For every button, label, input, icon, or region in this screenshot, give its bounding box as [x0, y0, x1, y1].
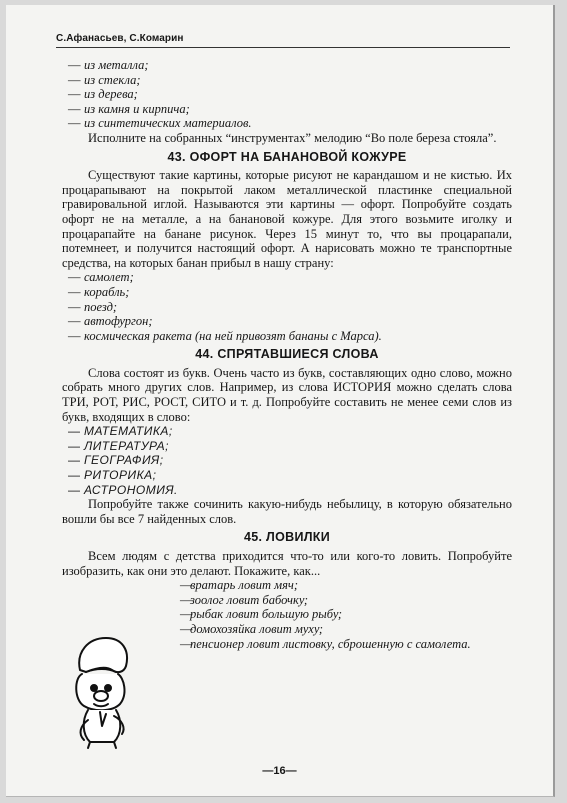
- header-rule: [56, 47, 510, 48]
- list-item: —пенсионер ловит листовку, сброшенную с самолета.: [180, 636, 471, 651]
- list-item: — из камня и кирпича;: [68, 101, 190, 116]
- list-item: — из стекла;: [68, 72, 141, 87]
- subjects-list: [62, 424, 512, 497]
- list-item: —зоолог ловит бабочку;: [180, 592, 309, 607]
- list-item: — корабль;: [68, 284, 130, 299]
- list-item: —рыбак ловит большую рыбу;: [180, 607, 343, 622]
- list-item: — ГЕОГРАФИЯ;: [68, 453, 164, 468]
- running-head: С.Афанасьев, С.Комарин: [56, 33, 184, 44]
- section-title: 44. СПРЯТАВШИЕСЯ СЛОВА: [195, 347, 379, 362]
- list-item: — космическая ракета (на ней привозят бананы с Марса).: [68, 328, 382, 343]
- list-item: — РИТОРИКА;: [68, 468, 157, 483]
- list-item: — самолет;: [68, 270, 134, 285]
- paragraph: Слова состоят из букв. Очень часто из букв, составляющих одно слово, можно собрать много других слов. Например, из слова ИСТОРИЯ можно сделать слова ТРИ, РОТ, РИС, РОСТ, СИТО и т. д. Попробуйте составить не менее семи слов из букв, входящих в слово:: [62, 365, 512, 424]
- list-item: — из дерева;: [68, 87, 138, 102]
- gnome-illustration: [66, 630, 138, 750]
- catchers-list: [180, 578, 512, 651]
- paragraph: Исполните на собранных “инструментах” мелодию “Во поле береза стояла”.: [88, 130, 497, 145]
- materials-list: [62, 58, 512, 131]
- transport-list: [62, 270, 512, 343]
- section-title: 43. ОФОРТ НА БАНАНОВОЙ КОЖУРЕ: [167, 149, 407, 164]
- book-page: [6, 5, 555, 797]
- paragraph: Существуют такие картины, которые рисуют не карандашом и не кистью. Их процарапывают на покрытой лаком металлической пластинке специальной гравировальной иглой. Называются эти картины — офорт. Попробуйте создать офорт не на металле, а на банановой кожуре. Для этого возьмите иголку и процарапайте на банане рисунок. Через 15 минут то, что вы процарапали, потемнеет, и получится настоящий офорт. А нарисовать можно те транспортные средства, на которых банан прибыл в нашу страну:: [62, 168, 512, 270]
- list-item: — из металла;: [68, 58, 149, 72]
- page-content: [62, 58, 512, 651]
- paragraph: Всем людям с детства приходится что-то или кого-то ловить. Попробуйте изобразить, как они это делают. Покажите, как...: [62, 549, 512, 578]
- list-item: — ЛИТЕРАТУРА;: [68, 438, 169, 453]
- list-item: —домохозяйка ловит муху;: [180, 621, 324, 636]
- list-item: — из синтетических материалов.: [68, 116, 252, 131]
- list-item: — поезд;: [68, 299, 118, 314]
- list-item: — АСТРОНОМИЯ.: [68, 482, 178, 497]
- page-number: —16—: [262, 765, 297, 777]
- list-item: —вратарь ловит мяч;: [180, 578, 299, 593]
- paragraph: Попробуйте также сочинить какую-нибудь небылицу, в которую обязательно вошли бы все 7 найденных слов.: [62, 497, 512, 526]
- section-title: 45. ЛОВИЛКИ: [243, 530, 331, 545]
- list-item: — автофургон;: [68, 314, 153, 329]
- list-item: — МАТЕМАТИКА;: [68, 424, 173, 439]
